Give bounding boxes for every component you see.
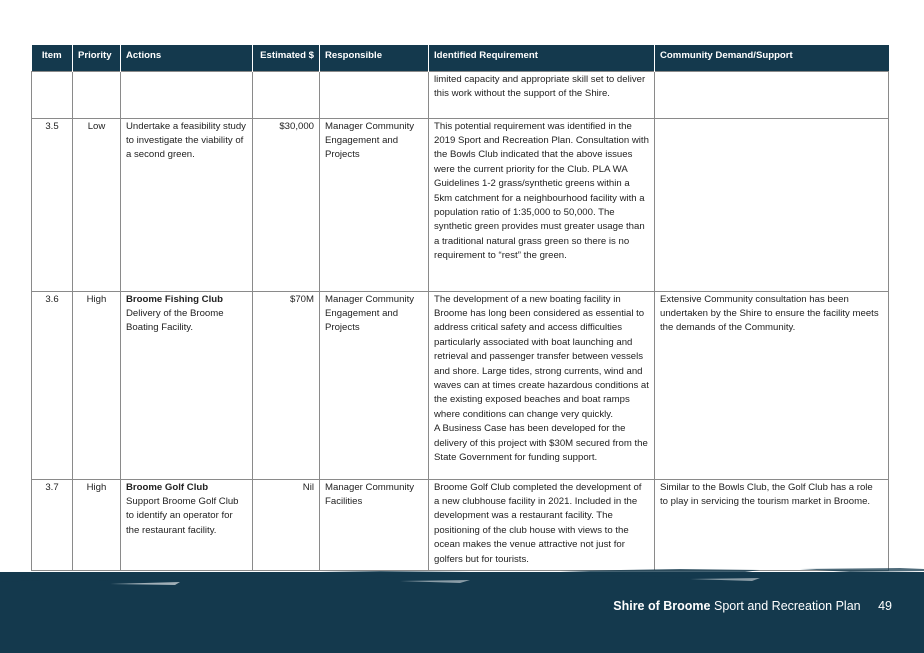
table-row [32,291,889,479]
cell-item: 3.6 [32,291,73,479]
cell-estimate [253,71,320,118]
table-row [32,118,889,291]
header-community-demand: Community Demand/Support [655,45,889,71]
cell-estimate: Nil [253,479,320,570]
action-text: Delivery of the Broome Boating Facility. [126,307,224,334]
action-title: Broome Golf Club [126,481,209,493]
cell-priority [73,71,121,118]
header-priority: Priority [73,45,121,71]
table-row [32,479,889,570]
cell-requirement [429,71,655,118]
cell-item: 3.5 [32,118,73,291]
header-identified-requirement: Identified Requirement [429,45,655,71]
cell-responsible: Manager Community Engagement and Projects [320,291,429,479]
cell-requirement [429,479,655,570]
cell-demand: Extensive Community consultation has been undertaken by the Shire to ensure the facility meets the demands of the Community. [655,291,889,479]
cell-item: 3.7 [32,479,73,570]
page-number: 49 [878,599,892,613]
action-text: Support Broome Golf Club to identify an operator for the restaurant facility. [126,495,239,536]
action-plan-table [31,45,889,571]
header-item: Item [32,45,73,71]
cell-requirement [429,291,655,479]
cell-priority: Low [73,118,121,291]
cell-estimate: $30,000 [253,118,320,291]
cell-demand [655,118,889,291]
cell-actions [121,479,253,570]
cell-priority: High [73,291,121,479]
cell-priority: High [73,479,121,570]
requirement-paragraph: Broome Golf Club completed the development of a new clubhouse facility in 2021. Included in the development was a restaurant facility. The positioning of the club house with views to the ocean makes the venue attractive not just for golfers but for tourists. [434,481,642,565]
cell-actions [121,71,253,118]
table-header-row [32,45,889,71]
cell-demand: Similar to the Bowls Club, the Golf Club has a role to play in servicing the tourism market in Broome. [655,479,889,570]
page-footer [613,599,892,613]
footer-doc-title: Sport and Recreation Plan [713,599,861,613]
action-title: Broome Fishing Club [126,293,224,305]
cell-responsible: Manager Community Engagement and Projects [320,118,429,291]
cell-item [32,71,73,118]
cell-estimate: $70M [253,291,320,479]
requirement-paragraph: The development of a new boating facility in Broome has long been considered as essential to address critical safety and access difficulties particularly associated with boat launching and retrieval and passenger transfer between vessels and shore. Large tides, strong currents, wind and waves can at times create hazardous conditions at the existing exposed beaches and boat ramps where conditions can change very quickly. [434,293,649,420]
requirement-paragraph: This potential requirement was identified in the 2019 Sport and Recreation Plan. Consultation with the Bowls Club indicated that the above issues were the current priority for the Club. PLA WA Guidelines 1-2 grass/synthetic greens within a 5km catchment for a neighbourhood facility with a population ratio of 1:35,000 to 50,000. The synthetic green provides must greater usage than a traditional natural grass green so there is no requirement to “rest” the green. [434,120,649,262]
action-text: Undertake a feasibility study to investigate the viability of a second green. [126,120,246,161]
table-row [32,71,889,118]
header-responsible: Responsible [320,45,429,71]
cell-demand [655,71,889,118]
cell-actions [121,291,253,479]
requirement-paragraph: A Business Case has been developed for the delivery of this project with $30M secured from the State Government for funding support. [434,423,648,463]
cell-actions [121,118,253,291]
cell-requirement [429,118,655,291]
cell-responsible: Manager Community Facilities [320,479,429,570]
requirement-paragraph: limited capacity and appropriate skill set to deliver this work without the support of the Shire. [434,73,646,99]
cell-responsible [320,71,429,118]
brush-stroke-decoration [0,560,924,600]
header-estimated-cost: Estimated $ [253,45,320,71]
footer-org-name: Shire of Broome [613,599,711,613]
header-actions: Actions [121,45,253,71]
